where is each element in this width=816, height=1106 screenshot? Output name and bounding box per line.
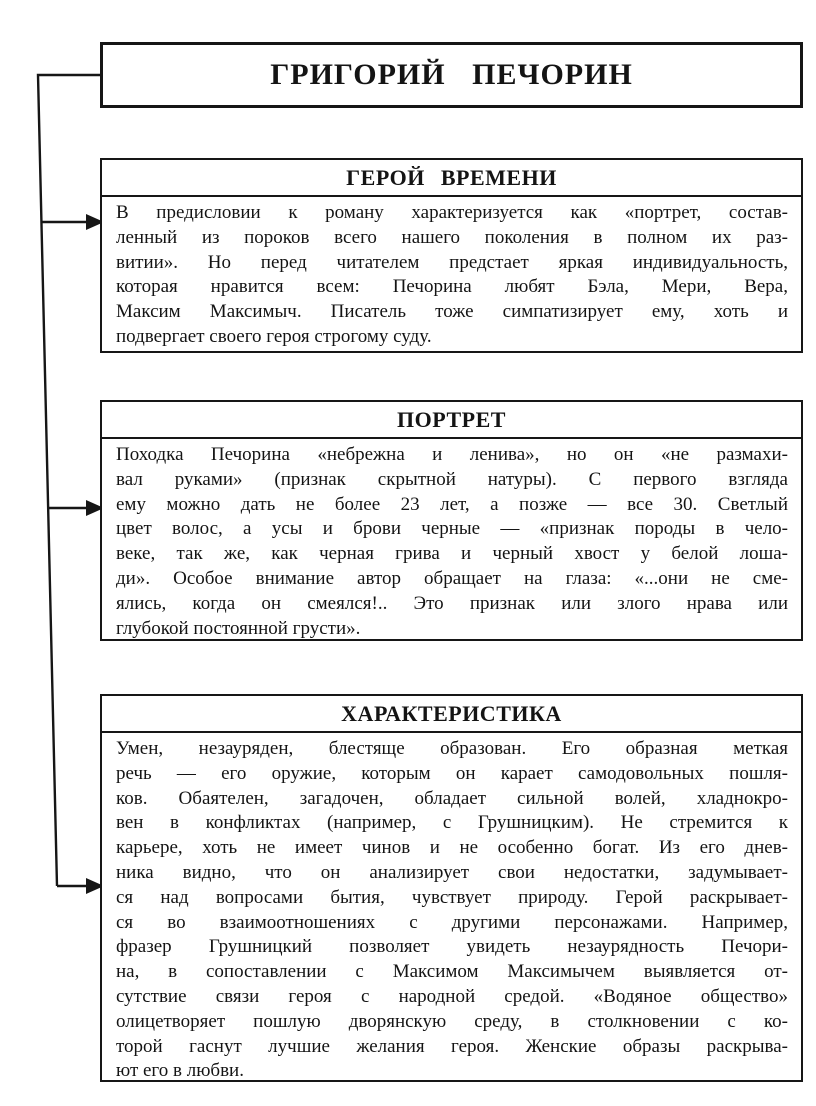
text-line: которая нравится всем: Печорина любят Бэла, Мери, Вера, [116, 276, 788, 298]
section-body-geroy-vremeni [102, 197, 801, 350]
text-line: глубокой постоянной грусти». [116, 617, 361, 639]
text-line: Умен, незауряден, блестяще образован. Его образная меткая [116, 738, 788, 759]
text-line: цвет волос, а усы и брови черные — «признак породы в чело- [116, 518, 788, 540]
section-box-geroy-vremeni [100, 158, 803, 353]
text-line: Максим Максимыч. Писатель тоже симпатизирует ему, хоть и [116, 301, 788, 323]
text-line: ника видно, что он анализирует свои недостатки, задумывает- [116, 861, 788, 883]
text-line: на, в сопоставлении с Максимом Максимычем выявляется от- [116, 961, 788, 983]
section-header-portret: ПОРТРЕТ [102, 402, 801, 439]
section-header-geroy-vremeni: ГЕРОЙ ВРЕМЕНИ [102, 160, 801, 197]
section-body-harakteristika [102, 733, 801, 1084]
text-line: ют его в любви. [116, 1060, 244, 1082]
section-box-portret [100, 400, 803, 641]
section-header-harakteristika: ХАРАКТЕРИСТИКА [102, 696, 801, 733]
text-line: торой гаснут лучшие желания героя. Женские образы раскрыва- [116, 1035, 788, 1057]
page-title: ГРИГОРИЙ ПЕЧОРИН [270, 58, 633, 91]
text-line: ся над вопросами бытия, чувствует природу. Герой раскрывает- [116, 886, 788, 908]
text-line: карьере, хоть не имеет чинов и не особенно богат. Из его днев- [116, 837, 788, 859]
text-line: ему можно дать не более 23 лет, а позже — все 30. Светлый [116, 493, 788, 515]
text-line: подвергает своего героя строгому суду. [116, 325, 432, 347]
text-line: ся во взаимоотношениях с другими персонажами. Например, [116, 911, 788, 933]
text-line: В предисловии к роману характеризуется как «портрет, состав- [116, 202, 788, 223]
text-line: вал руками» (признак скрытной натуры). С первого взгляда [116, 468, 788, 490]
text-line: олицетворяет пошлую дворянскую среду, в столкновении с ко- [116, 1010, 788, 1032]
title-box [100, 42, 803, 108]
section-body-portret [102, 439, 801, 641]
text-line: речь — его оружие, которым он карает самодовольных пошля- [116, 762, 788, 784]
text-line: фразер Грушницкий позволяет увидеть незаурядность Печори- [116, 936, 788, 958]
text-line: Походка Печорина «небрежна и ленива», но он «не размахи- [116, 444, 788, 465]
text-line: сутствие связи героя с народной средой. «Водяное общество» [116, 985, 788, 1007]
text-line: ялись, когда он смеялся!.. Это признак или злого нрава или [116, 592, 788, 614]
text-line: вен в конфликтах (например, с Грушницким). Не стремится к [116, 812, 788, 834]
text-line: ленный из пороков всего нашего поколения в полном их раз- [116, 226, 788, 248]
text-line: ков. Обаятелен, загадочен, обладает сильной волей, хладнокро- [116, 787, 788, 809]
text-line: ди». Особое внимание автор обращает на глаза: «...они не сме- [116, 567, 788, 589]
text-line: витии». Но перед читателем предстает яркая индивидуальность, [116, 251, 788, 273]
text-line: веке, так же, как черная грива и черный хвост у белой лоша- [116, 543, 788, 565]
section-box-harakteristika [100, 694, 803, 1082]
connector-trunk [38, 75, 100, 886]
